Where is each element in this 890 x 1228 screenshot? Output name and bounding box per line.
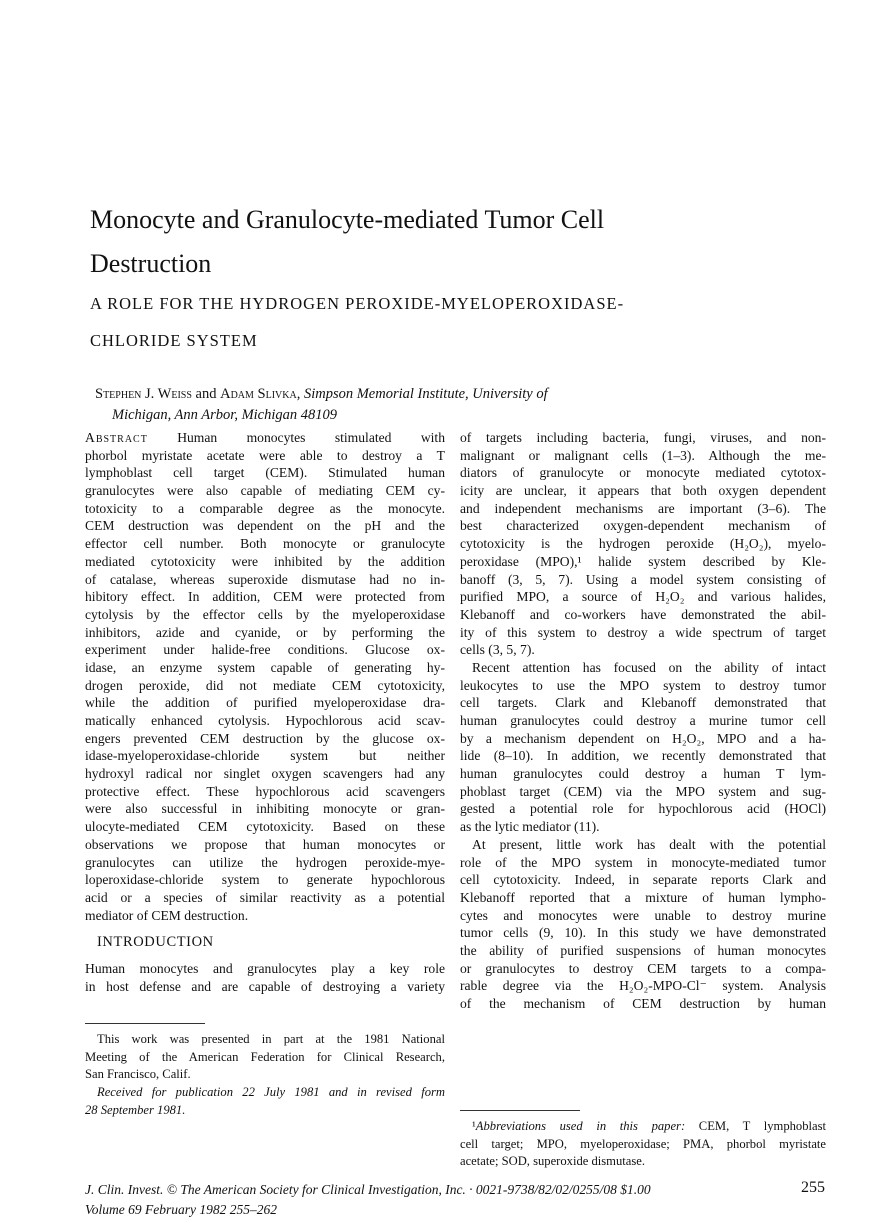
- text-line: phoblast target (CEM) via the MPO system and sug-: [460, 783, 826, 799]
- footnote-text: CEM, T lymphoblast: [685, 1119, 826, 1133]
- text-line: lide (8–10). In addition, we recently demonstrated that: [460, 748, 826, 764]
- journal-footer: [85, 1180, 825, 1220]
- text-line: leukocytes to use the MPO system to destroy tumor: [460, 677, 826, 693]
- text-line: idase-myeloperoxidase-chloride system but neither: [85, 748, 445, 764]
- footnote-line: This work was presented in part at the 1981 National: [97, 1032, 445, 1046]
- received-date: Received for publication 22 July 1981 and in revised form: [97, 1085, 445, 1100]
- text-line: Human monocytes and granulocytes play a key role: [85, 960, 445, 976]
- footnotes-left: [85, 1017, 445, 1118]
- text-line: or granulocytes to destroy CEM targets to a compa-: [460, 960, 826, 976]
- affiliation: Michigan, Ann Arbor, Michigan 48109: [112, 407, 338, 423]
- right-column: [460, 429, 826, 1013]
- text-line: cell targets. Clark and Klebanoff demonstrated that: [460, 695, 826, 711]
- text-line: hibitory effect. In addition, CEM were protected from: [85, 589, 445, 605]
- text-line: rable degree via the H₂O₂-MPO-Cl⁻ system. Analysis: [460, 978, 826, 994]
- text-line: Klebanoff reported that a mixture of human lympho-: [460, 889, 826, 905]
- text-line: protective effect. These hypochlorous acid scavengers: [85, 783, 445, 799]
- subtitle-line: CHLORIDE SYSTEM: [90, 331, 258, 350]
- page-number: 255: [801, 1179, 825, 1196]
- text-line: tumor cells (9, 10). In this study we have demonstrated: [460, 925, 826, 941]
- text-line: hydroxyl radical nor singlet oxygen scavengers had any: [85, 766, 445, 782]
- title-line: Monocyte and Granulocyte-mediated Tumor Cell: [90, 205, 605, 234]
- text-line: mediated cytotoxicity were inhibited by the addition: [85, 553, 445, 569]
- text-line: ulocyte-mediated CEM cytotoxicity. Based on these: [85, 819, 445, 835]
- journal-citation: J. Clin. Invest. © The American Society for Clinical Investigation, Inc. · 0021-9738/82/02/0255/08 $1.00: [85, 1182, 651, 1197]
- text-line: loperoxidase-chloride system to generate hypochlorous: [85, 872, 445, 888]
- subtitle-line: A ROLE FOR THE HYDROGEN PEROXIDE-MYELOPEROXIDASE-: [90, 294, 625, 313]
- text-line: cell cytotoxicity. Indeed, in separate reports Clark and: [460, 872, 826, 888]
- text-line: banoff (3, 5, 7). Using a model system consisting of: [460, 571, 826, 587]
- text-line: gested a potential role for hypochlorous acid (HOCl): [460, 801, 826, 817]
- text-line: experiment under halide-free conditions. Glucose ox-: [85, 642, 445, 658]
- text-line: purified MPO, a source of H₂O₂ and various halides,: [460, 589, 826, 605]
- text-line: of targets including bacteria, fungi, viruses, and non-: [460, 430, 826, 445]
- abstract-first-line: [85, 429, 445, 447]
- text-line: cytes and monocytes were unable to destroy murine: [460, 907, 826, 923]
- paragraph: [460, 429, 826, 659]
- text-line: drogen peroxide, did not mediate CEM cytotoxicity,: [85, 677, 445, 693]
- text-line: as the lytic mediator (11).: [460, 819, 600, 835]
- footnote-abbreviations: [460, 1104, 826, 1170]
- affiliation: , Simpson Memorial Institute, University of: [296, 386, 548, 402]
- text-line: lymphoblast cell target (CEM). Stimulated human: [85, 465, 445, 481]
- text-line: acid or a species of similar reactivity as a potential: [85, 889, 445, 905]
- text-line: the ability of purified suspensions of human monocytes: [460, 942, 826, 958]
- author-name: Stephen J. Weiss: [95, 386, 192, 402]
- text-line: CEM destruction was dependent on the pH and the: [85, 518, 445, 534]
- text-line: and independent mechanisms are important (3–6). The: [460, 500, 826, 516]
- text-line: mediator of CEM destruction.: [85, 907, 249, 923]
- text-line: while the addition of purified myeloperoxidase dra-: [85, 695, 445, 711]
- footnote-marker: ¹: [472, 1119, 476, 1133]
- text-line: of catalase, whereas superoxide dismutase had no in-: [85, 571, 445, 587]
- text-line: cytotoxicity is the hydrogen peroxide (H₂O₂), myelo-: [460, 536, 826, 552]
- paragraph: [460, 836, 826, 1013]
- text-line: malignant or malignant cells (1–3). Although the me-: [460, 447, 826, 463]
- text-line: human granulocytes could destroy a human T lym-: [460, 766, 826, 782]
- text-line: Klebanoff and co-workers have demonstrated the abil-: [460, 606, 826, 622]
- text-line: of the mechanism of CEM destruction by human: [460, 996, 826, 1011]
- text-line: engers prevented CEM destruction by the glucose ox-: [85, 730, 445, 746]
- abstract-label: Abstract: [85, 430, 148, 445]
- text-line: were also successful in inhibiting monocyte or gran-: [85, 801, 445, 817]
- text-line: cytolysis by the effector cells by the myeloperoxidase: [85, 606, 445, 622]
- footnote-rule: [85, 1023, 205, 1024]
- footnote-line: Meeting of the American Federation for Clinical Research,: [85, 1049, 445, 1064]
- footnote-label: Abbreviations used in this paper:: [475, 1119, 686, 1133]
- text-line: icity are unclear, it appears that both oxygen dependent: [460, 483, 826, 499]
- footnote-rule: [460, 1110, 580, 1111]
- text-line: diators of granulocyte or monocyte mediated cytotox-: [460, 465, 826, 481]
- text-line: inhibitors, azide and cyanide, or by performing the: [85, 624, 445, 640]
- article-subtitle: [90, 285, 790, 359]
- footnote-line: acetate; SOD, superoxide dismutase.: [460, 1154, 646, 1169]
- text-line: effector cell number. Both monocyte or granulocyte: [85, 536, 445, 552]
- text-line: idase, an enzyme system capable of generating hy-: [85, 659, 445, 675]
- text-line: peroxidase (MPO),¹ halide system described by Kle-: [460, 553, 826, 569]
- title-line: Destruction: [90, 249, 212, 278]
- author-block: [95, 384, 735, 426]
- text-line: granulocytes were also capable of mediating CEM cy-: [85, 483, 445, 499]
- text-line: Recent attention has focused on the ability of intact: [472, 659, 826, 675]
- text-line: observations we propose that human monocytes or: [85, 836, 445, 852]
- text-line: in host defense and are capable of destroying a variety: [85, 978, 445, 994]
- text-line: cells (3, 5, 7).: [460, 642, 535, 658]
- abstract-text: Human monocytes stimulated with: [147, 430, 445, 445]
- author-conjunction: and: [191, 386, 221, 402]
- section-heading-introduction: INTRODUCTION: [97, 934, 214, 951]
- footnote-line: cell target; MPO, myeloperoxidase; PMA, phorbol myristate: [460, 1136, 826, 1151]
- text-line: phorbol myristate acetate were able to destroy a T: [85, 447, 445, 463]
- footnote-line: San Francisco, Calif.: [85, 1067, 191, 1082]
- text-line: by a mechanism dependent on H₂O₂, MPO and a ha-: [460, 730, 826, 746]
- text-line: best characterized oxygen-dependent mechanism of: [460, 518, 826, 534]
- introduction-right: [460, 429, 826, 1013]
- text-line: matically enhanced cytolysis. Hypochlorous acid scav-: [85, 713, 445, 728]
- text-line: granulocytes can utilize the hydrogen peroxide-mye-: [85, 854, 445, 870]
- author-name: Adam Slivka: [220, 386, 297, 402]
- text-line: At present, little work has dealt with the potential: [472, 836, 826, 852]
- paragraph: [460, 659, 826, 836]
- text-line: role of the MPO system in monocyte-mediated tumor: [460, 854, 826, 870]
- author-line-1: [95, 384, 735, 405]
- journal-volume: Volume 69 February 1982 255–262: [85, 1202, 277, 1217]
- left-column: [85, 429, 445, 995]
- footnote-line: [460, 1117, 826, 1135]
- revised-date: 28 September 1981.: [85, 1102, 186, 1117]
- introduction-left: [85, 960, 445, 995]
- text-line: human granulocytes could destroy a murine tumor cell: [460, 713, 826, 728]
- abstract-body: [85, 447, 445, 925]
- article-title: [90, 198, 790, 286]
- text-line: ity of this system to destroy a wide spectrum of target: [460, 624, 826, 640]
- text-line: totoxicity to a comparable degree as the monocyte.: [85, 500, 445, 516]
